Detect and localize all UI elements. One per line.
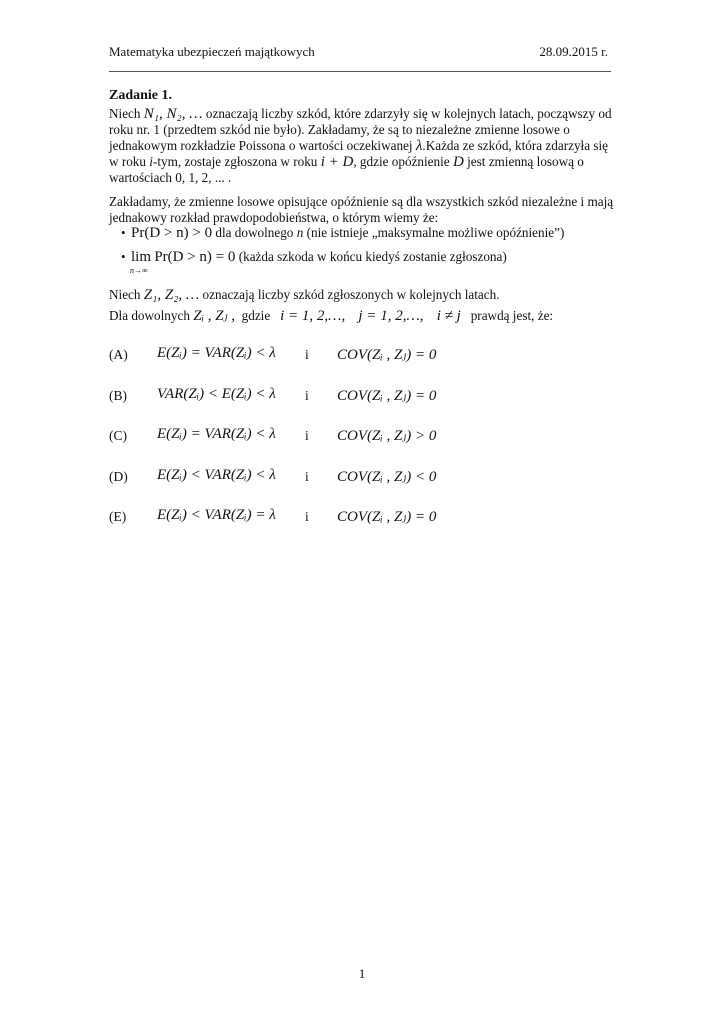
- lambda-symbol: λ: [415, 138, 423, 154]
- answer-option-e: [109, 506, 609, 547]
- option-lhs: VAR(Zᵢ) < E(Zᵢ) < λ: [157, 385, 276, 402]
- assumption-paragraph: Zakładamy, że zmienne losowe opisujące opóźnienie są dla wszystkich szkód niezależne i mają jednakowy rozkład prawdopodobieństwa, o którym wiemy że:: [109, 194, 614, 225]
- task-title: Zadanie 1.: [109, 88, 173, 103]
- bullet-formula: Pr(D > n) > 0: [131, 225, 213, 241]
- bullet-text: (każda szkoda w końcu kiedyś zostanie zgłoszona): [238, 249, 507, 264]
- option-rhs: COV(Zᵢ , Zⱼ) > 0: [337, 428, 437, 444]
- option-conj: i: [305, 509, 309, 524]
- i-variable: i: [149, 154, 153, 169]
- bullet-formula: Pr(D > n) = 0: [154, 249, 236, 265]
- header-divider: [109, 71, 611, 72]
- intro-prefix: Niech: [109, 106, 141, 121]
- bullet-item: [109, 222, 629, 246]
- option-label: (A): [109, 347, 128, 362]
- limit-subscript: n→∞: [130, 266, 148, 275]
- option-conj: i: [305, 347, 309, 362]
- bullet-icon: •: [121, 249, 126, 264]
- option-label: (B): [109, 387, 127, 403]
- option-rhs: COV(Zᵢ , Zⱼ) < 0: [337, 468, 437, 485]
- n-variable: n: [296, 225, 304, 240]
- answer-option-d: [109, 466, 609, 507]
- header-title: Matematyka ubezpieczeń majątkowych: [109, 44, 315, 59]
- page-number: 1: [358, 966, 366, 981]
- option-conj: i: [305, 387, 309, 403]
- bullet-icon: •: [121, 225, 126, 240]
- option-lhs: E(Zᵢ) < VAR(Zᵢ) < λ: [157, 466, 276, 483]
- answer-option-a: [109, 344, 609, 385]
- answer-option-c: [109, 425, 609, 466]
- option-rhs: COV(Zᵢ , Zⱼ) = 0: [337, 387, 437, 404]
- option-label: (D): [109, 468, 128, 484]
- option-lhs: E(Zᵢ) = VAR(Zᵢ) < λ: [157, 426, 276, 442]
- intro-text4: , gdzie opóźnienie: [353, 154, 450, 169]
- option-conj: i: [305, 468, 309, 484]
- option-rhs: COV(Zᵢ , Zⱼ) = 0: [337, 509, 437, 525]
- intro-vars: N₁, N₂, …: [143, 106, 203, 122]
- option-lhs: E(Zᵢ) < VAR(Zᵢ) = λ: [157, 507, 276, 523]
- bullet-text: (nie istnieje „maksymalne możliwe opóźnienie”): [306, 225, 565, 240]
- answer-option-b: [109, 385, 609, 426]
- option-label: (E): [109, 509, 127, 524]
- intro-text2: .Każda ze szkód, która zdarzyła się w roku: [109, 138, 609, 169]
- assumption-bullets: [109, 222, 629, 275]
- header-date: 28.09.2015 r.: [539, 44, 608, 59]
- intro-text: oznaczają liczby szkód, które zdarzyły się w kolejnych latach, począwszy od roku nr. 1 (przedtem szkód nie było). Zakładamy, że są to niezależne zmienne losowe o jednakowym rozkładzie Poissona o wartości oczekiwanej: [109, 106, 612, 153]
- option-lhs: E(Zᵢ) = VAR(Zᵢ) < λ: [157, 345, 276, 361]
- task-intro-paragraph: [109, 106, 615, 186]
- d-variable: D: [452, 154, 464, 170]
- bullet-item: [109, 246, 629, 275]
- option-rhs: COV(Zᵢ , Zⱼ) = 0: [337, 347, 437, 363]
- intro-text3: -tym, zostaje zgłoszona w roku: [152, 154, 318, 169]
- option-conj: i: [305, 428, 309, 443]
- bullet-text: dla dowolnego: [215, 225, 294, 240]
- limit-operator: lim n→∞: [131, 246, 151, 268]
- question-statement: Dla dowolnych Zᵢ , Zⱼ , gdzie i = 1, 2,…, j = 1, 2,…, i ≠ j prawdą jest, że:: [109, 308, 554, 324]
- z-vars: Z₁, Z₂, …: [143, 287, 200, 303]
- option-label: (C): [109, 428, 127, 443]
- z-definition: Niech Z₁, Z₂, … oznaczają liczby szkód zgłoszonych w kolejnych latach.: [109, 287, 500, 303]
- i-plus-d: i + D: [320, 154, 354, 170]
- answer-options: [109, 344, 609, 547]
- intro-text5: jest zmienną losową o wartościach 0, 1, 2, ... .: [109, 154, 584, 185]
